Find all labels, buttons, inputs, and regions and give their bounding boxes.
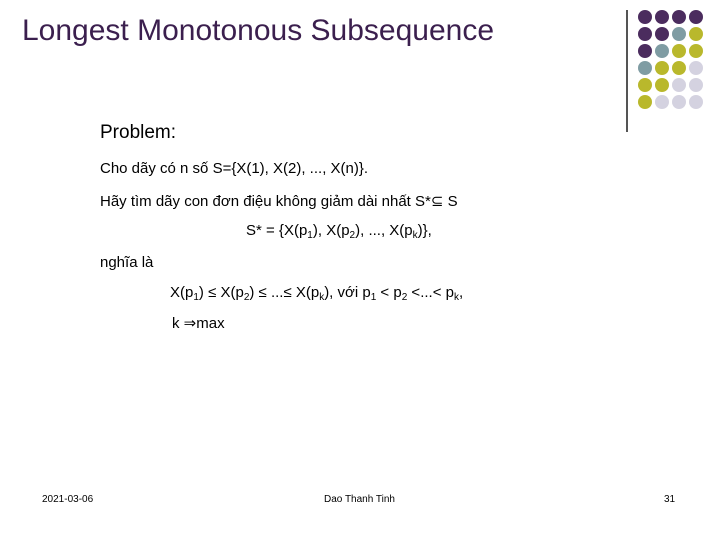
decorative-dot [638,44,652,58]
decorative-dot [655,10,669,24]
decorative-dot [655,78,669,92]
decorative-dot [655,61,669,75]
divider-line [626,10,628,132]
footer-author: Dao Thanh Tinh [324,494,395,505]
objective-line: k ⇒max [172,315,225,332]
decorative-dot [638,78,652,92]
decorative-dot [655,27,669,41]
decorative-dot [638,10,652,24]
monotone-condition: $X(p_1) \le X(p_2)$ ≤ ...≤ $X(p_k)$, với $p_1 < p_2$ <...< $p_k$, [170,284,464,303]
decorative-dot [655,95,669,109]
page-number: 31 [664,494,676,505]
subset-symbol: ⊆ [430,193,444,210]
decorative-dot [672,44,686,58]
decorative-dot [655,44,669,58]
task-line: Hãy tìm dãy con đơn điệu không giảm dài nhất S*⊆ S [100,193,458,210]
problem-heading: Problem: [100,122,177,143]
decorative-dot [689,10,703,24]
decorative-dot [638,27,652,41]
decorative-dot [689,95,703,109]
problem-statement-line: Cho dãy có n số S={X(1), X(2), ..., X(n)}. [100,160,369,177]
decorative-dot [672,10,686,24]
meaning-label: nghĩa là [100,254,154,271]
decorative-dot [638,95,652,109]
decorative-dot [672,61,686,75]
decorative-dot [672,27,686,41]
decorative-dot [689,61,703,75]
decorative-dot [672,78,686,92]
decorative-dot [672,95,686,109]
decorative-dot [689,27,703,41]
footer-date: 2021-03-06 [42,494,94,505]
decorative-dot [689,44,703,58]
subsequence-definition: $S* = \{X(p_1)$, $X(p_2)$, ..., $X(p_k)$}, [246,222,432,241]
decorative-dot [638,61,652,75]
decorative-dot [689,78,703,92]
slide-title: Longest Monotonous Subsequence [22,14,495,47]
decorative-dot-grid [638,10,718,120]
